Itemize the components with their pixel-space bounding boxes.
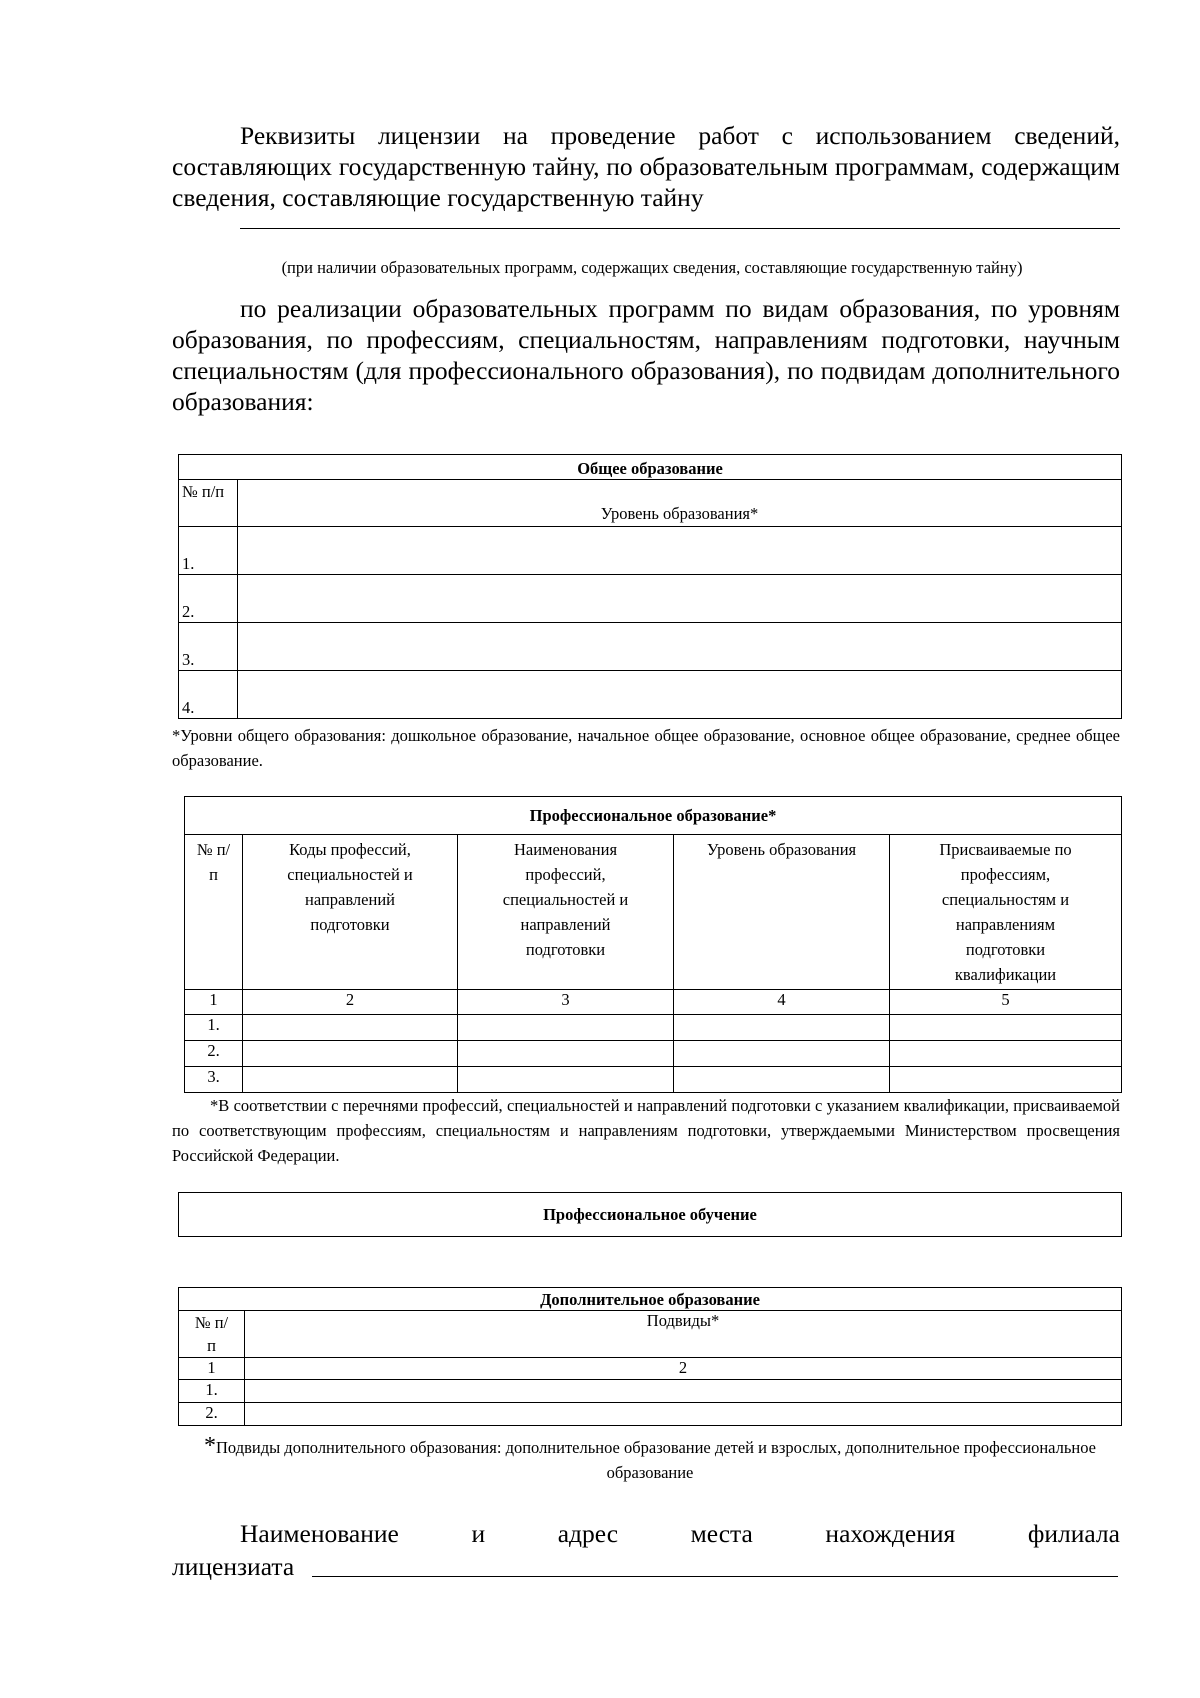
prof-index-cell: 2	[243, 990, 458, 1015]
general-level-header: Уровень образования*	[238, 480, 1122, 527]
general-row-cell[interactable]	[238, 623, 1122, 671]
prof-row-num: 1.	[185, 1015, 243, 1041]
additional-subtypes-header: Подвиды*	[245, 1311, 1122, 1358]
prof-row-cell[interactable]	[243, 1041, 458, 1067]
prof-index-cell: 4	[674, 990, 890, 1015]
prof-row-cell[interactable]	[674, 1041, 890, 1067]
general-row-cell[interactable]	[238, 671, 1122, 719]
general-footnote: *Уровни общего образования: дошкольное образование, начальное общее образование, основное общее образование, среднее общее образование.	[172, 726, 1120, 770]
license-paragraph: Реквизиты лицензии на проведение работ с использованием сведений, составляющих государственную тайну, по образовательным программам, содержащим сведения, составляющие государственную тайну	[172, 121, 1120, 212]
prof-row-cell[interactable]	[674, 1015, 890, 1041]
branch-word: адрес	[557, 1519, 619, 1548]
professional-training-table	[178, 1192, 1122, 1237]
additional-row-cell[interactable]	[245, 1380, 1122, 1403]
branch-word: филиала	[1027, 1519, 1120, 1548]
license-hint: (при наличии образовательных программ, содержащих сведения, составляющие государственную тайну)	[281, 258, 1023, 277]
additional-row-num: 1.	[179, 1380, 245, 1403]
prof-codes-header: Коды профессий, специальностей и направлений подготовки	[243, 835, 458, 990]
general-row-num: 4.	[179, 671, 238, 719]
branch-word: нахождения	[825, 1519, 956, 1548]
additional-num-header: № п/п	[179, 1311, 245, 1358]
branch-word: места	[690, 1519, 753, 1548]
professional-training-title: Профессиональное обучение	[179, 1193, 1122, 1237]
prof-row-cell[interactable]	[243, 1015, 458, 1041]
prof-row-num: 3.	[185, 1067, 243, 1093]
prof-row-cell[interactable]	[890, 1041, 1122, 1067]
additional-index-cell: 1	[179, 1358, 245, 1380]
branch-line	[172, 1518, 1120, 1549]
general-row-num: 3.	[179, 623, 238, 671]
prof-row-cell[interactable]	[890, 1015, 1122, 1041]
branch-blank-line[interactable]	[312, 1576, 1118, 1577]
prof-index-cell: 1	[185, 990, 243, 1015]
licensee-label: лицензиата	[172, 1552, 295, 1581]
prof-num-header: № п/п	[185, 835, 243, 990]
general-row-num: 1.	[179, 527, 238, 575]
prof-row-cell[interactable]	[243, 1067, 458, 1093]
prof-row-cell[interactable]	[674, 1067, 890, 1093]
prof-index-cell: 3	[458, 990, 674, 1015]
general-row-cell[interactable]	[238, 575, 1122, 623]
general-row-cell[interactable]	[238, 527, 1122, 575]
prof-names-header: Наименования профессий, специальностей и направлений подготовки	[458, 835, 674, 990]
additional-footnote-text: Подвиды дополнительного образования: дополнительное образование детей и взрослых, дополнительное профессиональное образование	[216, 1438, 1096, 1482]
general-num-header: № п/п	[179, 480, 238, 527]
additional-footnote	[180, 1435, 1120, 1485]
prof-qualifications-header: Присваиваемые по профессиям, специальностям и направлениям подготовки квалификации	[890, 835, 1122, 990]
additional-education-title: Дополнительное образование	[179, 1288, 1122, 1311]
license-blank-line[interactable]	[240, 228, 1120, 229]
branch-word: Наименование	[240, 1519, 399, 1548]
programs-paragraph: по реализации образовательных программ по видам образования, по уровням образования, по профессиям, специальностям, направлениям подготовки, научным специальностям (для профессионального образования), по подвидам дополнительного образования:	[172, 294, 1120, 416]
prof-row-cell[interactable]	[458, 1067, 674, 1093]
prof-row-cell[interactable]	[890, 1067, 1122, 1093]
professional-education-title: Профессиональное образование*	[185, 797, 1122, 835]
prof-row-num: 2.	[185, 1041, 243, 1067]
additional-education-table	[178, 1287, 1122, 1426]
prof-index-cell: 5	[890, 990, 1122, 1015]
professional-education-table	[184, 796, 1122, 1093]
prof-level-header: Уровень образования	[674, 835, 890, 990]
additional-row-cell[interactable]	[245, 1403, 1122, 1426]
general-row-num: 2.	[179, 575, 238, 623]
additional-footnote-star: *	[204, 1433, 216, 1459]
general-education-title: Общее образование	[179, 455, 1122, 480]
additional-index-cell: 2	[245, 1358, 1122, 1380]
additional-row-num: 2.	[179, 1403, 245, 1426]
branch-word: и	[471, 1519, 486, 1548]
prof-row-cell[interactable]	[458, 1041, 674, 1067]
general-education-table	[178, 454, 1122, 719]
professional-footnote: *В соответствии с перечнями профессий, специальностей и направлений подготовки с указанием квалификации, присваиваемой по соответствующим профессиям, специальностям и направлениям подготовки, утверждаемыми Министерством просвещения Российской Федерации.	[172, 1096, 1120, 1165]
prof-row-cell[interactable]	[458, 1015, 674, 1041]
